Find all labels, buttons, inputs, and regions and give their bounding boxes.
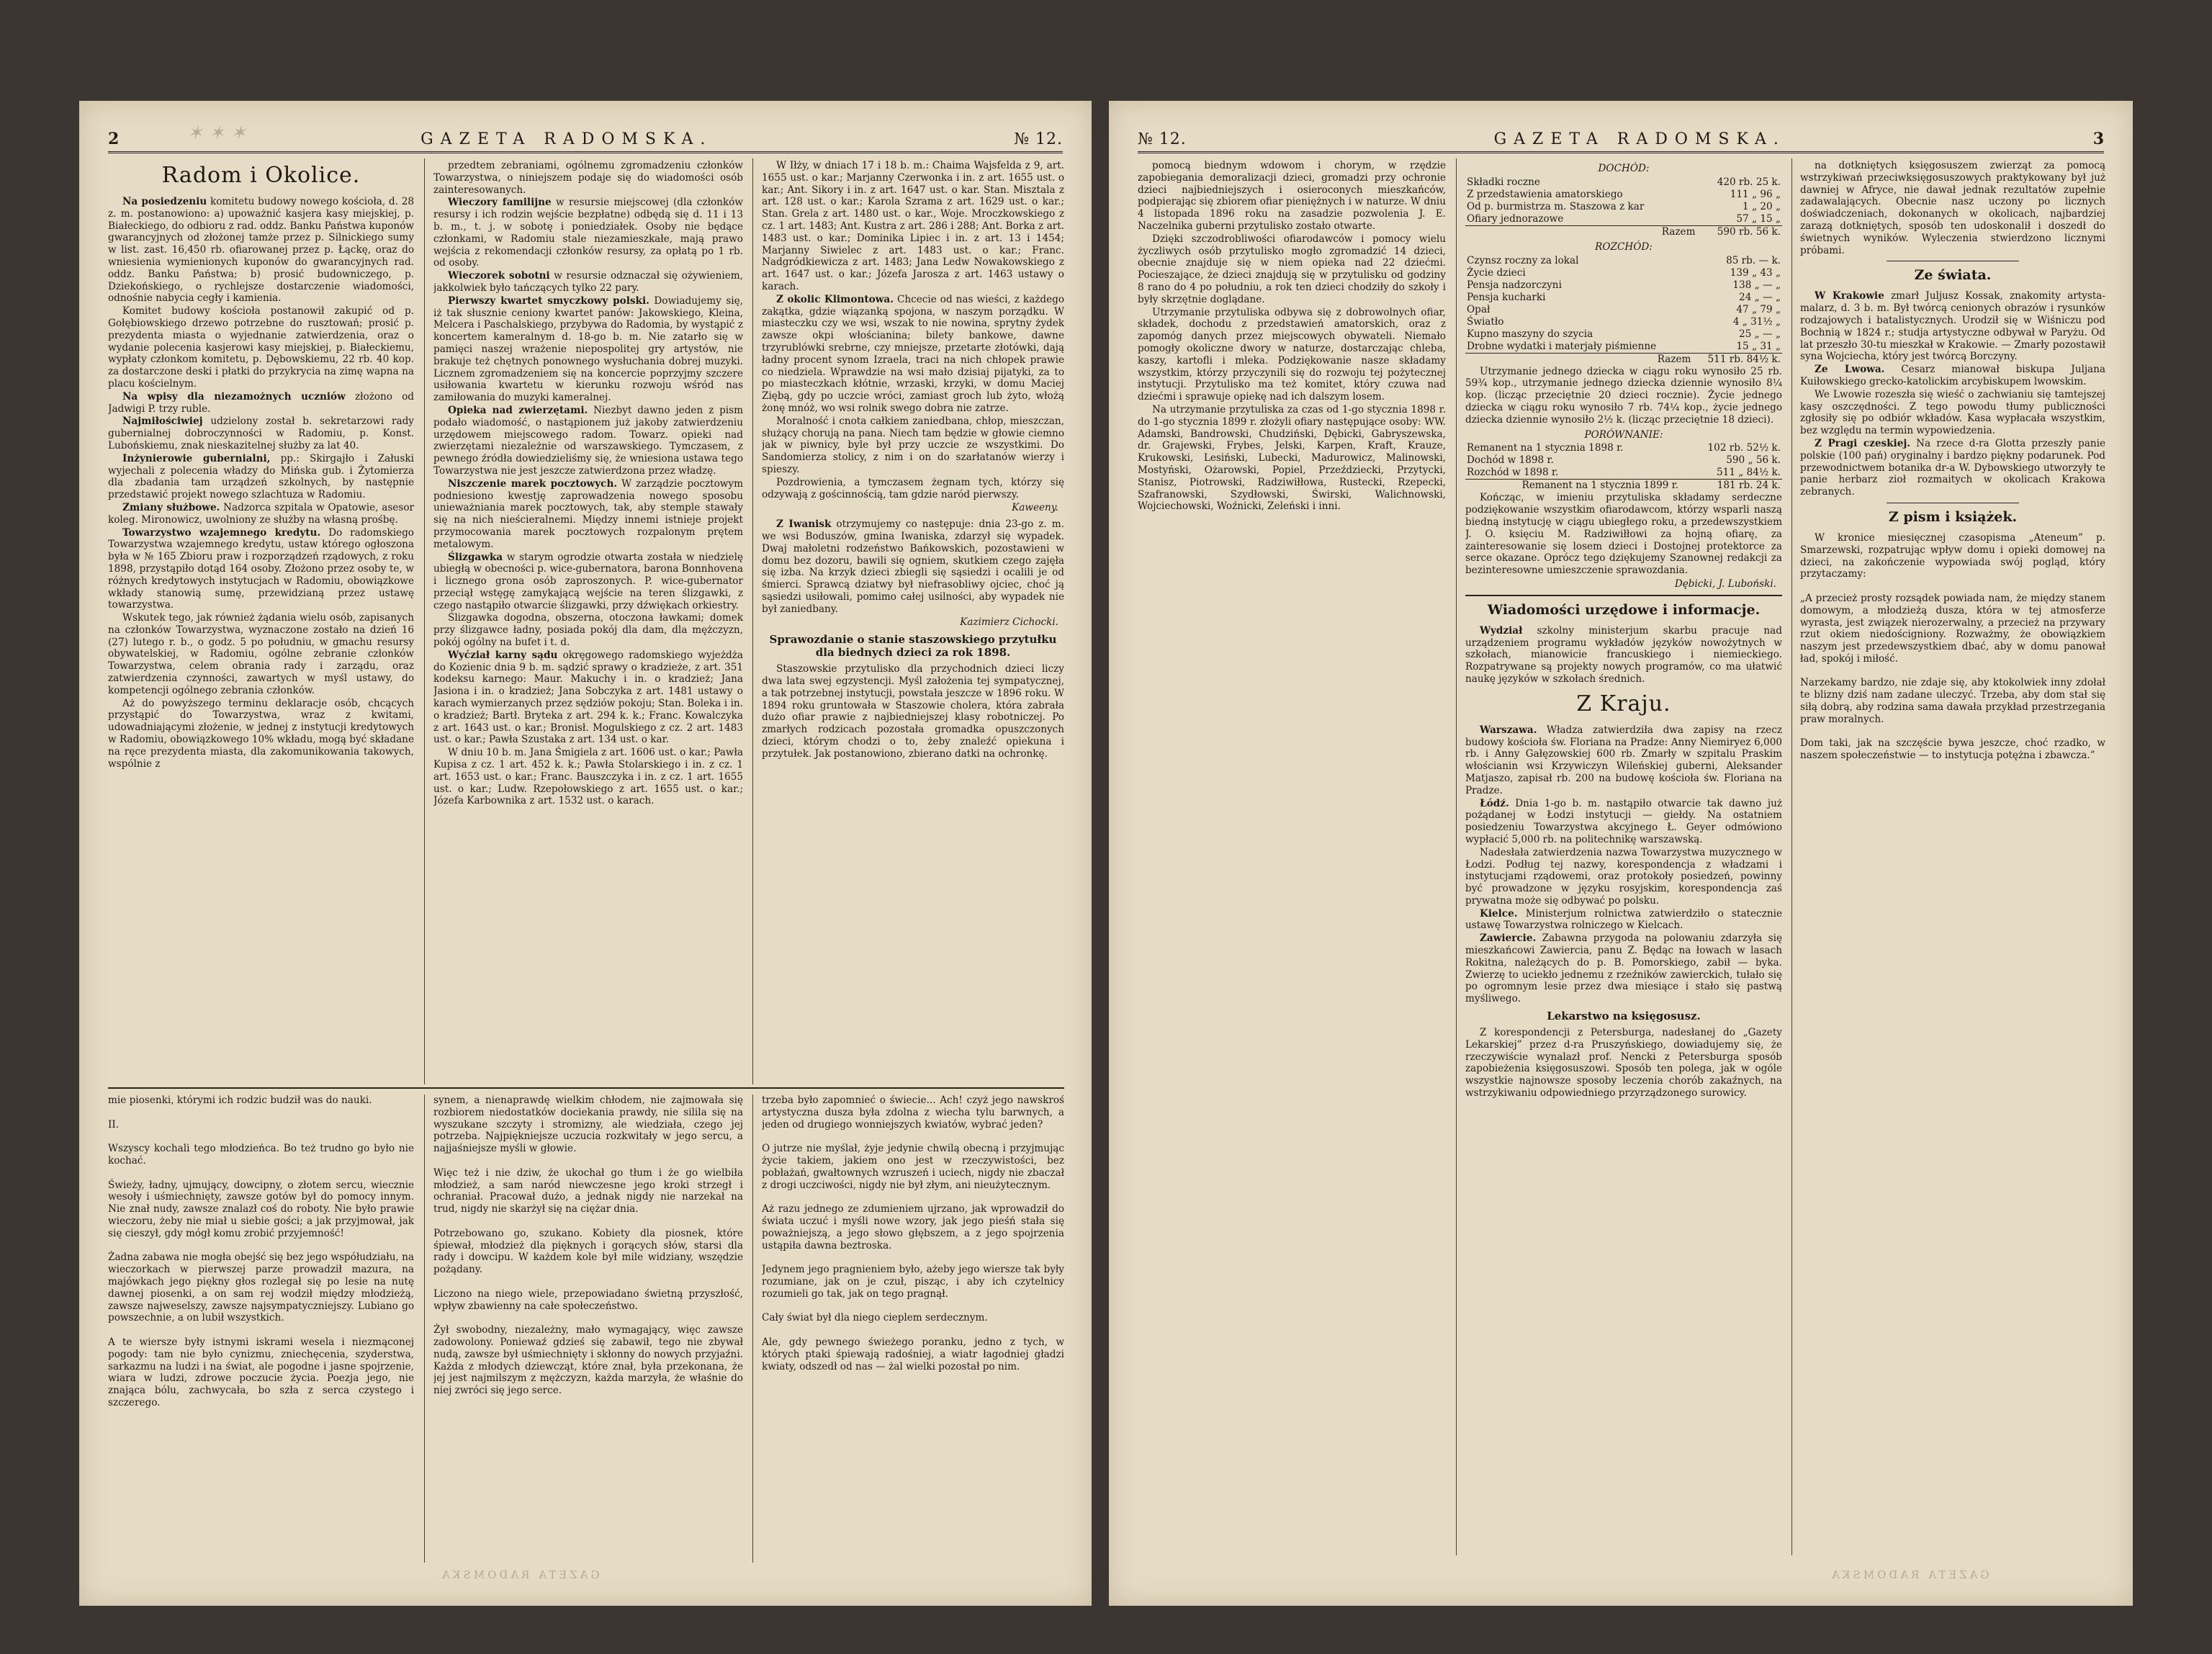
left-page xyxy=(79,101,1092,1606)
news-item xyxy=(762,518,1064,615)
issue-number: № 12. xyxy=(1138,130,1187,148)
account-label: Pensja nadzorczyni xyxy=(1467,279,1562,291)
news-item-text: Staszowskie przytulisko dla przychodnich dzieci liczy dwa lata swej egzystencji. Myśl założenia tej sympatycznej, a tak potrzebnej instytucji, powstała jeszcze w 1896 roku. W 1894 roku gruntowała w Staszowie cholera, która zabrała dużo ofiar prawie z najbiedniejszej klasy robotniczej. Po zmarłych rodzicach pozostała gromadka opuszczonych dzieci, którym chodzi o to, żeby znaleźć opiekuna i przytułek. Jak postanowiono, zbierano datki na ochronkę. xyxy=(762,663,1064,760)
news-item-text: W Iłży, w dniach 17 i 18 b. m.: Chaima Wajsfelda z 9, art. 1655 ust. o kar.; Marjanny Czerwonka i in. z art. 1655 ust. o kar.; Ant. Sikory i in. z art. 1647 ust. o kar. Stan. Misztala z art. 128 ust. o kar.; Karola Szrama z art. 1629 ust. o kar.; Stan. Grela z art. 1480 ust. o kar., Woje. Mroczkowskiego z cz. 1 art. 1483; Ant. Kustra z art. 286 i 288; Ant. Borka z art. 1483 ust. o kar.; Dominika Lipiec i in. z art. 13 i 1454; Marjanny Siwielec z art. 1483 ust. o kar.; Franc. Nadgródkiewicza z art. 1483; Jana Ledw Nowakowskiego z art. 1647 ust. o kar.; Józefa Jarosza z art. 1463 ustawy o karach. xyxy=(762,160,1064,292)
kraj-title: Z Kraju. xyxy=(1576,691,1671,716)
account-label: Remanent na 1 stycznia 1898 r. xyxy=(1467,442,1624,454)
news-item xyxy=(1800,389,2105,437)
account-value: 111 „ 96 „ xyxy=(1730,188,1781,200)
account-row xyxy=(1465,255,1782,267)
news-item-text: Dnia 1-go b. m. nastąpiło otwarcie tak dawno już pożądanej w Łodzi instytucji — giełdy. Na ostatniem posiedzeniu Towarzystwa akcyjnego Ł. Geyer odmówiono wypłacić 5,000 rb. na politechnikę warszawską. xyxy=(1465,797,1782,845)
remedy-title: Lekarstwo na księgosusz. xyxy=(1547,1010,1701,1023)
author-signature: Kazimierz Cichocki. xyxy=(960,616,1058,629)
account-row xyxy=(1465,304,1782,316)
news-item-lead: Na posiedzeniu xyxy=(122,196,207,207)
account-label: Rozchód w 1898 r. xyxy=(1467,467,1559,479)
account-value: 4 „ 31½ „ xyxy=(1732,315,1781,328)
account-row xyxy=(1465,341,1782,354)
column-rule xyxy=(752,1095,753,1563)
page-number: 2 xyxy=(108,130,120,148)
section-divider xyxy=(1465,595,1782,596)
news-item-text: Niezbyt dawno jeden z pism podało wiadomość, o nastąpionem już jakoby zatwierdzeniu urzędowem miejscowego radom. Towarz. opieki nad zwierzętami niezależnie od warszawskiego. Tymczasem, z pewnego źródła dowiedzieliśmy się, że wniesiona ustawa tego Towarzystwa nie jest jeszcze zatwierdzona przez władzę. xyxy=(433,404,743,477)
news-item-lead: Wyćział karny sądu xyxy=(448,649,558,661)
account-label: Pensja kucharki xyxy=(1467,291,1546,303)
news-item-text: komitetu budowy nowego kościoła, d. 28 z. m. postanowiono: a) upoważnić kasjera kasy miejskiej, p. Białeckiego, do odbioru z rad. oddz. Banku Państwa kuponów gwarancyjnych od złożonej tamże przez p. Silnickiego sumy w list. zast. 16,450 rb. ofiarowanej przez p. Łąckę, oraz do wniesienia wymienionych kuponów do gwarancyjnych rad. oddz. Banku Państwa; b) prosić budowniczego, p. Dziekońskiego, o rychlejsze dostarczenie wiadomości, odnośnie nabycia cegły i kamienia. xyxy=(108,196,414,305)
bleed-through-text: GAZETA RADOMSKA xyxy=(1829,1568,1990,1581)
news-item xyxy=(433,478,743,551)
section-title: Radom i Okolice. xyxy=(161,163,361,188)
news-item-lead: Wieczory familijne xyxy=(448,197,552,209)
news-item xyxy=(433,197,743,269)
news-item-text: Cesarz mianował biskupa Juljana Kuiłowskiego grecko-katolickim arcybiskupem lwowskim. xyxy=(1800,364,2105,387)
news-item-text: w resursie odznaczał się ożywieniem, jakkolwiek było tańczących tylko 22 pary. xyxy=(433,270,743,294)
left-page-header xyxy=(108,117,1063,153)
feuilleton-column-3: trzeba było zapomnieć o świecie... Ach! czyż jego nawskroś artystyczna dusza była zdolna z wiecha tylu barwnych, a jeden od drugiego wonniejszych kwiatów, wybrać jeden? O jutrze nie myślał, żyje jedynie chwilą obecną i przyjmując życie takiem, jakiem ono jest w rzeczywistości, bez pobłażań, gwałtownych wzruszeń i uciech, nigdy nie zbaczał z drogi uczciwości, nigdy nie był złym, ani nieużytecznym. Aż razu jednego ze zdumieniem ujrzano, jak wprowadził do świata uczuć i myśli nowe wzory, jak jego pieśń stała się poważniejszą, a jego słowo głębszem, a z jego spojrzenia ustąpiła dawna beztroska. Jedynem jego pragnieniem było, ażeby jego wiersze tak były rozumiane, jak on je czuł, pisząc, i aby ich czytelnicy rozumieli go tak, jak on tego pragnął. Cały świat był dla niego cieplem serdecznym. Ale, gdy pewnego świeżego poranku, jedno z tych, w których ptaki śpiewają radośniej, a wiatr łagodniej gładzi kwiaty, odszedł od nas — żal wielki pozostał po nim. xyxy=(762,1095,1064,1372)
news-item-text: przedtem zebraniami, ogólnemu zgromadzeniu członków Towarzystwa, o niniejszem podaje się do wiadomości osób zainteresowanych. xyxy=(433,160,743,196)
news-item xyxy=(1465,847,1782,907)
account-value: 57 „ 15 „ xyxy=(1736,212,1781,225)
accounts-block xyxy=(1465,163,1782,590)
news-item xyxy=(1465,798,1782,846)
news-item-lead: Z Pragi czeskiej. xyxy=(1815,437,1911,449)
news-item xyxy=(1800,290,2105,363)
account-row xyxy=(1465,201,1782,213)
news-item xyxy=(1465,932,1782,1005)
column-rule xyxy=(424,1095,425,1563)
column-rule xyxy=(1791,158,1792,1555)
account-row xyxy=(1465,213,1782,226)
report-text: Utrzymanie przytuliska odbywa się z dobrowolnych ofiar, składek, dochodu z przedstawień amatorskich, oraz z zapomóg danych przez miejscowych obywateli. Niemało pomogły okoliczne dwory w naturze, dostarczając chleba, kaszy, kartofli i mleka. Podziękowanie nasze składamy wszystkim, którzy przyczynili się do rozwoju tej pożytecznej instytucji. Przytulisko ma też komitet, który czuwa nad dziećmi i sprawuje opiekę nad ich dalszym losem. xyxy=(1138,306,1446,403)
column-rule xyxy=(752,158,753,1084)
report-text: Dzięki szczodrobliwości ofiarodawców i pomocy wielu życzliwych osób przytulisko mogło zgromadzić 14 dzieci, obecnie znajduje się w niem opieka nad 22 dziećmi. Pocieszające, że dzieci znajdują się w przytulisku od godziny 8 rano do 4 po południu, a rok ten dzieci chodziły do szkoły i były skrzętnie doglądane. xyxy=(1138,233,1446,305)
news-item xyxy=(1465,724,1782,797)
account-label: Ofiary jednorazowe xyxy=(1467,212,1564,225)
news-item-text: Ślizgawka dogodna, obszerna, otoczona ławkami; domek przy ślizgawce ładny, posiada pokój dla dam, dla mężczyzn, pokój ogólny na bufet i t. d. xyxy=(433,612,743,649)
column-rule xyxy=(424,158,425,1084)
news-item xyxy=(433,295,743,404)
news-item xyxy=(108,196,414,305)
news-item-lead: Z okolic Klimontowa. xyxy=(776,293,894,305)
news-item xyxy=(108,453,414,501)
books-title: Z pism i książek. xyxy=(1888,508,2018,525)
news-item xyxy=(762,294,1064,415)
news-item-text: Moralność i cnota całkiem zaniedbana, chłop, mieszczan, służący chorują na pana. Niech tam będzie w głowie ciemno jak w piwnicy, byle był przy uczcie ze wszystkimi. Do Sandomierza stolicy, z nim i on do szarłatanów wierzy i spieszy. xyxy=(762,415,1064,475)
account-value: 25 „ — „ xyxy=(1739,328,1781,340)
account-row xyxy=(1465,442,1782,454)
feuilleton-column-2: synem, a nienaprawdę wielkim chłodem, nie zajmowała się rozbiorem niedostatków dociekania prawdy, nie silila się na wyszukane szczyty i stromizny, ale wiedziała, czego jej potrzeba. Najpiękniejsze uczucia rozkwitały w jego sercu, a najjaśniejsze myśli w głowie. Więc też i nie dziw, że ukochał go tłum i że go wielbiła młodzież, a sam naród niewczesne jego kroki strzegł i ochraniał. Pracował dużo, a jednak nigdy nie narzekał na trud, nigdy nie skarżył się na ciężar dnia. Potrzebowano go, szukano. Kobiety dla piosnek, które śpiewał, młodzież dla pięknych i gorących słów, starsi dla rady i dowcipu. W każdem kole był mile widziany, wszędzie pożądany. Liczono na niego wiele, przepowiadano świetną przyszłość, wpływ zbawienny na całe społeczeństwo. Żył swobodny, niezależny, mało wymagający, więc zawsze zadowolony. Poniewaź gdzieś się zabawił, tego nie zbywał nudą, zawsze był uśmiechnięty i skłonny do nowych przyjaźni. Każda z młodych dziewcząt, które znał, była przekonana, że jej jest najmilszym z mężczyzn, każda marzyła, że właśnie do niej zwróci się jego serce. xyxy=(433,1095,743,1397)
news-item-text: udzielony został b. sekretarzowi rady gubernialnej dobroczynności w Radomiu, p. Konst. Lubońskiemu, znak nieskazitelnej służby za lat 40. xyxy=(108,415,414,451)
account-label: Światło xyxy=(1467,315,1504,328)
news-item-lead: Inżynierowie gubernialni, xyxy=(122,452,271,464)
news-item xyxy=(762,415,1064,476)
news-item-lead: Warszawa. xyxy=(1480,724,1537,736)
news-item-text: zmarł Juljusz Kossak, znakomity artysta-malarz, d. 3 b. m. Był twórcą cenionych obrazów i rysunków rodzajowych i batalistycznych. Urodził się w Wiśniczu pod Bochnią w 1824 r.; studja artystyczne odbywał w Paryżu. Od lat przeszło 30-tu mieszkał w Krakowie. — Zmarły pozostawił syna Wojciecha, który jest twórcą Borczyny. xyxy=(1800,290,2105,363)
column-rule xyxy=(1456,158,1457,1555)
news-item xyxy=(433,612,743,648)
account-value: 47 „ 79 „ xyxy=(1736,303,1781,315)
account-row xyxy=(1465,279,1782,292)
account-value: 590 „ 56 k. xyxy=(1726,454,1781,467)
news-item-text: w starym ogrodzie otwarta została w niedzielę ubiegłą w obecności p. wice-gubernatora, barona Bonnhovena i licznego grona osób zaproszonych. P. wice-gubernator przeciął wstęgę zamykającą wejście na teren ślizgawki, z czego nastąpiło otwarcie ślizgawki, przy dźwiękach orkiestry. xyxy=(433,551,743,611)
news-item-text: Komitet budowy kościoła postanowił zakupić od p. Gołębiowskiego drzewo potrzebne do rusztowań; prosić p. prezydenta miasta o wyjednanie zatwierdzenia, oraz o wydanie polecenia kasjerowi kasy miejskiej, p. Białeckiemu, wypłaty członkom komitetu, p. Dębowskiemu, 22 rb. 40 kop. za dostarczone deski i płatki do przykrycia na zimę wapna na placu kościelnym. xyxy=(108,305,414,390)
account-value: 102 rb. 52½ k. xyxy=(1707,442,1781,454)
account-value: 1 „ 20 „ xyxy=(1743,200,1781,212)
account-value: 511 „ 84½ k. xyxy=(1717,467,1781,479)
news-item-text: Nadesłała zatwierdzenia nazwa Towarzystwa muzycznego w Łodzi. Podług tej nazwy, korespondencja z władzami i instytucjami rządowemi, oraz protokoły posiedzeń, powinny być prowadzone w języku rosyjskim, korespondencja zaś prywatna może się odbywać po polsku. xyxy=(1465,846,1782,907)
cost-note: Utrzymanie jednego dziecka w ciągu roku wynosiło 25 rb. 59¾ kop., utrzymanie jednego dziecka dziennie wynosiło 8¼ kop. (licząc przeciętnie 20 dzieci rocznie). Życie jednego dziecka w ciągu roku wynosiło 7 rb. 74¼ kop., życie jednego dziecka dziennie wynosiło 2½ k. (licząc przeciętnie 18 dzieci). xyxy=(1465,365,1782,426)
issue-number: № 12. xyxy=(1014,130,1063,148)
news-item-lead: Ślizgawka xyxy=(448,551,503,563)
account-label: Dochód w 1898 r. xyxy=(1467,454,1554,467)
news-item xyxy=(108,698,414,770)
news-item-text: Do radomskiego Towarzystwa wzajemnego kredytu, ustaw którego ogłoszona była w № 165 Zbioru praw i rozporządzeń rządowych, z roku 1898, przystąpiło dotąd 164 osoby. Złożono przez osoby te, w różnych kredytowych instytucjach w Radomiu, obowiązkowe wkłady stanowią sumę, przewidzianą przez ustawę towarzystwa. xyxy=(108,526,414,611)
notice-lead: Wydział xyxy=(1480,624,1523,637)
news-item-text: Wskutek tego, jak również żądania wielu osób, zapisanych na członków Towarzystwa, wyznaczone zostało na dzień 16 (27) lutego r. b., o godz. 5 po południu, w gmachu resursy obywatelskiej, w Radomiu, ogólne zebranie członków Towarzystwa, celem obrania rady i zarządu, oraz zatwierdzenia czynności, zawartych w myśl ustawy, do kompetencji ogólnego zebrania członków. xyxy=(108,612,414,696)
news-item xyxy=(762,160,1064,293)
news-item-text: Władza zatwierdziła dwa zapisy na rzecz budowy kościoła św. Floriana na Pradze: Anny Niemiryez 6,000 rb. i Anny Gałęzowskiej 600 rb. Zmarły w szpitalu Praskim włościanin wsi Krzywiczyn Wileńskiej guberni, Aleksander Matjaszo, zapisał rb. 200 na budowę kościoła św. Floriana na Pradze. xyxy=(1465,724,1782,796)
account-row xyxy=(1465,454,1782,467)
news-item-text: Aż do powyższego terminu deklaracje osób, chcących przystąpić do Towarzystwa, wraz z kwitami, udowadniającymi złożenie, w jednej z instytucji kredytowych w Radomiu, obowiązkowego 10% wkładu, mogą być składane na ręce prezydenta miasta, dla zakomunikowania takowych, wspólnie z xyxy=(108,697,414,770)
right-page xyxy=(1109,101,2133,1606)
news-item-text: okręgowego radomskiego wyjeżdża do Kozienic dnia 9 b. m. sądzić sprawy o kradzieże, z art. 351 kodeksu karnego: Maur. Makuchy i in. o kradzież; Jana Jasiona i in. o kradzież; Jana Sobczyka z art. 1481 ustawy o karach wymierzanych przez sędziów pokoju; Stan. Boleka i in. o kradzież; Bartł. Bryteka z art. 294 k. k.; Franc. Kowalczyka z art. 1643 ust. o kar.; Bronisł. Mogulskiego z cz. 2 art. 1483 ust. o kar.; Pawła Szustaka z art. 134 ust. o kar. xyxy=(433,649,743,746)
income-heading: DOCHÓD: xyxy=(1598,163,1650,174)
news-item-lead: Najmiłościwiej xyxy=(122,415,203,428)
news-item xyxy=(108,527,414,612)
news-item-lead: Na wpisy dla niezamożnych uczniów xyxy=(122,390,346,403)
news-item-text: We Lwowie rozeszła się wieść o zachwianiu się tamtejszej kasy oszczędności. Z tego powodu tłumy publiczności zgłosiły się po odbiór wkładów. Kasa wypłacała wszystkim, bez względu na termin wypowiedzenia. xyxy=(1800,388,2105,437)
news-item-lead: Zmiany służbowe. xyxy=(122,501,220,513)
remedy-continued: na dotkniętych księgosuszem zwierząt za pomocą wstrzykiwań przeciwksięgosuszowych praktykowany był już dawniej w Afryce, nie dawał jednak rezultatów zupełnie zadawalających. Obecnie nasz uczony po licznych doświadczeniach, dokonanych w okolicach, najbardziej zarazą dotkniętych, sposób ten udoskonalił i doszedł do świetnych wyników. Wyleczenia stwierdzono licznymi próbami. xyxy=(1800,160,2105,256)
account-row xyxy=(1465,328,1782,341)
account-label: Czynsz roczny za lokal xyxy=(1467,254,1579,266)
newspaper-title: GAZETA RADOMSKA. xyxy=(1493,130,1786,148)
right-column-2 xyxy=(1465,160,1782,1564)
thanks-note: Kończąc, w imieniu przytuliska składamy serdeczne podziękowanie wszystkim ofiarodawcom, którzy wsparli naszą biedną instytucję w ciągu ubiegłego roku, a przedewszystkiem J. O. księciu M. Radziwiłłowi za hojną ofiarę, za zainteresowanie się losem dzieci i Dostojnej protektorce za serce okazane. Oprócz tego dziękujemy Szanownej redakcji za bezinteresowne umieszczenie sprawozdania. xyxy=(1465,492,1782,577)
bleed-through-text: GAZETA RADOMSKA xyxy=(439,1568,600,1581)
expense-table xyxy=(1465,255,1782,366)
news-item xyxy=(762,477,1064,501)
news-item-text: Zabawna przygoda na polowaniu zdarzyła się mieszkańcowi Zawiercia, panu Z. Będąc na łowach w lasach Rokitna, należących do p. B. Pomorskiego, zabił — byka. Zwierzę to uciekło jednemu z rzeźników zawierckich, tułało się po ogromnym lesie przez dwa miesiące i stało się pastwą myśliwego. xyxy=(1465,932,1782,1005)
news-item-text: złożono od Jadwigi P. trzy ruble. xyxy=(108,390,414,415)
news-item-text: W zarządzie pocztowym podniesiono kwestję zaprowadzenia nowego sposobu unieważniania marek pocztowych, tak, aby stemple stawały się na nich nieścieralnemi. Między innemi istnieje projekt przymocowania marek pocztowych rozpalonym prętem metalowym. xyxy=(433,477,743,550)
kraj-list xyxy=(1465,724,1782,1005)
account-label: Z przedstawienia amatorskiego xyxy=(1467,188,1623,200)
news-item-text: Dowiadujemy się, iż tak słusznie ceniony kwartet panów: Jakowskiego, Kleina, Melcera i Paschalskiego, przybywa do Radomia, by wystąpić z koncertem kameralnym d. 18-go b. m. Nie zatarło się w pamięci naszej wrażenie niepospolitej gry artystów, nie brakuje też chętnych ponownego wysłuchania dobrej muzyki. Licznem zgromadzeniem się na koncercie poprzyjmy szczere usiłowania kwartetu w kierunku rozwoju wśród nas zamiłowania do muzyki kameralnej. xyxy=(433,295,743,404)
compare-table xyxy=(1465,442,1782,492)
left-column-1 xyxy=(108,157,414,1084)
account-total-row xyxy=(1465,480,1782,493)
news-item-lead: Niszczenie marek pocztowych. xyxy=(448,477,618,490)
news-item xyxy=(1800,438,2105,498)
news-item xyxy=(433,650,743,746)
account-value: 139 „ 43 „ xyxy=(1730,266,1781,279)
news-item-lead: Zawiercie. xyxy=(1480,932,1537,945)
right-column-3 xyxy=(1800,160,2105,1564)
books-text: W kronice miesięcznej czasopisma „Ateneum” p. Smarzewski, rozpatrując wpływ domu i opieki domowej na dzieci, na zakończenie wypowiada swój pogląd, który przytaczamy: „A przecież prosty rozsądek powiada nam, że między stanem domowym, a młodzieżą dusza, która w tej atmosferze wyrasta, jest związek nierozerwalny, a przecież na przywary rzut okiem niedościgniony. Rozważmy, że obowiązkiem naszym jest przedewszystkiem dbać, aby w domu panował ład, spokój i miłość. Narzekamy bardzo, nie zdaje się, aby ktokolwiek inny zdołał te blizny dziś nam zadane uleczyć. Trzeba, aby dom stał się siłą dobrą, aby rodzina sama dawała przykład przestrzegania praw moralnych. Dom taki, jak na szczęście bywa jeszcze, choć rzadko, w naszem społeczeństwie — to instytucja potężna i zbawcza.” xyxy=(1800,531,2105,762)
account-value: 85 rb. — k. xyxy=(1726,254,1781,266)
article-list xyxy=(433,160,743,807)
account-value: 15 „ 31 „ xyxy=(1736,340,1781,352)
account-row xyxy=(1465,292,1782,304)
remedy-text: Z korespondencji z Petersburga, nadesłanej do „Gazety Lekarskiej” przez d-ra Pruszyńskiego, dowiadujemy się, że rzeczywiście wynalazł prof. Nencki z Petersburga sposób zapobieżenia księgosuszowi. Sposób ten polega, jak w ogóle wszystkie najnowsze sposoby leczenia chorób zakaźnych, na wstrzykiwaniu odpowiedniego przyrządzonego surowicy. xyxy=(1465,1027,1782,1100)
newspaper-title: GAZETA RADOMSKA. xyxy=(421,130,713,148)
news-item xyxy=(108,391,414,415)
account-value: 138 „ — „ xyxy=(1732,279,1781,291)
left-column-3 xyxy=(762,160,1064,1084)
news-item-text: Pozdrowienia, a tymczasem żegnam tych, którzy się odzywają z gościnnością, tam gdzie naród pierwszy. xyxy=(762,476,1064,500)
news-item xyxy=(433,405,743,477)
account-label: Składki roczne xyxy=(1467,176,1540,188)
news-item xyxy=(1465,908,1782,932)
news-item xyxy=(762,663,1064,760)
account-total-label: Razem xyxy=(1465,225,1696,238)
account-value: 24 „ — „ xyxy=(1739,291,1781,303)
account-label: Drobne wydatki i materjały piśmienne xyxy=(1467,340,1657,352)
news-item xyxy=(1800,364,2105,388)
account-row xyxy=(1465,267,1782,279)
news-item xyxy=(108,502,414,526)
news-item-text: Chcecie od nas wieści, z każdego zakątka, gdzie wiązanką spojona, w naszym porządku. W miasteczku czy we wsi, wszak to nie nowina, sprytny żydek zawsze okpi włościanina; bilety bankowe, dawne trzyrublówki srebrne, czy mniejsze, przetarte złotówki, dają ładny procent synom Izraela, traci na nich chłopek prawie co niedziela. Wprawdzie na wsi mało dzisiaj pijatyki, za to po miasteczkach kłótnie, wrzaski, krzyki, w domu Maciej Ziębą, gdy po uczcie wróci, zamiast groch lub żyto, włożą żonę mnóż, wo wsi rolnik swego dobra nie zatrze. xyxy=(762,293,1064,414)
account-total-value: 511 rb. 84½ k. xyxy=(1692,353,1782,366)
world-title: Ze świata. xyxy=(1914,267,1992,284)
page-number: 3 xyxy=(2092,130,2104,148)
news-item-text: otrzymujemy co następuje: dnia 23-go z. m. we wsi Boduszów, gmina Iwaniska, zdarzył się wypadek. Dwaj małoletni rodzeństwo Bańkowskich, pozostawieni w domu bez dozoru, bawili się ogniem, skutkiem czego zajęła się izba. Na krzyk dzieci zbiegli się sąsiedzi i ocalili je od śmierci. Sprawcą dziatwy był niefrasobliwy ojciec, choć ją sąsiedzi usiłowali, pomimo całej usilności, aby wypadek nie był zaniedbany. xyxy=(762,518,1064,615)
article-list xyxy=(108,196,414,770)
world-list xyxy=(1800,290,2105,498)
account-label: Opał xyxy=(1467,303,1491,315)
news-item-text: Ministerjum rolnictwa zatwierdziło o statecznie ustawę Towarzystwa rolniczego w Kielcach. xyxy=(1465,907,1782,932)
account-total-value: 181 rb. 24 k. xyxy=(1680,480,1782,493)
news-item-lead: Ze Lwowa. xyxy=(1815,364,1885,376)
news-item xyxy=(108,415,414,451)
news-item-lead: Łódź. xyxy=(1480,797,1509,809)
account-row xyxy=(1465,316,1782,328)
report-title: Sprawozdanie o stanie staszowskiego przytułku dla biednych dzieci za rok 1898. xyxy=(769,633,1057,660)
news-item xyxy=(433,747,743,807)
account-total-row xyxy=(1465,225,1782,238)
right-column-1 xyxy=(1138,160,1446,1096)
news-item-lead: Wieczorek sobotni xyxy=(448,270,550,282)
news-item xyxy=(108,612,414,697)
news-item xyxy=(433,160,743,196)
feuilleton-column-1: mie piosenki, którymi ich rodzic budził was do nauki. II. Wszyscy kochali tego młodzieńca. Bo też trudno go było nie kochać. Świeży, ładny, ujmujący, dowcipny, o złotem sercu, wiecznie wesoły i uśmiechnięty, zawsze gotów był do pomocy innym. Nie znał nudy, zawsze znalazł coś do roboty. Nie było prawie wieczoru, żeby nie miał u siebie gości; a jak przyjmował, jak się cieszył, gdy mógł komu zrobić przyjemność! Żadna zabawa nie mogła obejść się bez jego współudziału, na wieczorkach w pierwszej parze prowadził mazura, na majówkach jego piękny głos rozlegał się po lesie na nutę dawnej piosenki, a on sam rej wodził między młodzieżą, zawsze najweselszy, zawsze najsympatyczniejszy. Lubiano go powszechnie, a on lubił wszystkich. A te wiersze były istnymi iskrami wesela i niezmąconej pogody: tam nie było cynizmu, zniechęcenia, szyderstwa, sarkazmu na ludzi i na świat, ale pogodne i jasne spojrzenie, wiara w ludzi, zdrowe poczucie życia. Poezja jego, nie znająca bólu, zachwycała, bo szła z serca czystego i szczerego. xyxy=(108,1095,414,1408)
news-item-text: pp.: Skirgajło i Załuski wyjechali z polecenia władzy do Mińska gub. i Żytomierza dla zbadania tam urządzeń szkolnych, by następnie przedstawić projekt nowego szlachtuza w Radomiu. xyxy=(108,452,414,501)
news-item-lead: Kielce. xyxy=(1480,907,1518,920)
news-item-text: W dniu 10 b. m. Jana Śmigiela z art. 1606 ust. o kar.; Pawła Kupisa z cz. 1 art. 452 k. k.; Pawła Stolarskiego i in. z cz. 1 art. 1653 ust. o kar.; Franc. Bauszczyka i in. z cz. 1 art. 1655 ust. o kar.; Ludw. Rzepołowskiego z art. 1655 ust. o kar.; Józefa Karbownika z art. 1532 ust. o karach. xyxy=(433,747,743,807)
left-column-2 xyxy=(433,160,743,1084)
news-item-text: Nadzorca szpitala w Opatowie, asesor koleg. Mironowicz, uwolniony ze służby na własną prośbę. xyxy=(108,501,414,526)
account-total-label: Remanent na 1 stycznia 1899 r. xyxy=(1465,480,1680,493)
account-row xyxy=(1465,467,1782,480)
compare-heading: PORÓWNANIE: xyxy=(1584,428,1663,441)
news-item-lead: Z Iwanisk xyxy=(776,518,832,531)
author-signature: Kaweeny. xyxy=(1012,502,1058,514)
news-item xyxy=(108,305,414,390)
news-item-lead: W Krakowie xyxy=(1815,290,1884,302)
account-total-value: 590 rb. 56 k. xyxy=(1696,225,1782,238)
stamp-mark: ✶ ✶ ✶ xyxy=(187,122,246,144)
news-item-text: Na rzece d-ra Glotta przeszły panie polskie (100 pań) oryginalny i bardzo piękny podarunek. Pod przewodnictwem botanika dr-a W. Dybowskiego utworzyły te panie herbarz zioł rozmaitych w okolicach Krakowa zebranych. xyxy=(1800,437,2105,498)
account-total-row xyxy=(1465,353,1782,366)
expense-heading: ROZCHÓD: xyxy=(1595,241,1653,253)
account-row xyxy=(1465,189,1782,201)
account-total-label: Razem xyxy=(1465,353,1692,366)
report-text: Na utrzymanie przytuliska za czas od 1-go stycznia 1898 r. do 1-go stycznia 1899 r. złożyli ofiary następujące osoby: WW. Adamski, Bandrowski, Chudziński, Dębicki, Gabryszewska, dr. Grajewski, Frybes, Jelski, Karpen, Kraft, Krauze, Krukowski, Lesiński, Lubecki, Madurowicz, Malinowski, Mostyński, Ożarowski, Popiel, Przeździecki, Przytycki, Stanisz, Piotrowski, Radziwiłłowa, Rustecki, Rzepecki, Szafranowski, Szydłowski, Świrski, Walichnowski, Wojciechowski, Woźnicki, Zeleński i inni. xyxy=(1138,403,1446,513)
account-value: 420 rb. 25 k. xyxy=(1717,176,1781,188)
right-page-header xyxy=(1138,117,2104,153)
account-label: Kupno maszyny do szycia xyxy=(1467,328,1593,340)
account-label: Od p. burmistrza m. Staszowa z kar xyxy=(1467,200,1645,212)
notice-text: szkolny ministerjum skarbu pracuje nad urządzeniem programu wykładów języków nowożytnych w szkołach, mianowicie francuskiego i niemieckiego. Rozpatrywane są projekty nowych programów, co ma ułatwić naukę języków w szkołach średnich. xyxy=(1465,624,1782,685)
news-item-lead: Opieka nad zwierzętami. xyxy=(448,404,588,416)
signature: Dębicki, J. Luboński. xyxy=(1674,577,1776,590)
account-label: Życie dzieci xyxy=(1467,266,1526,279)
income-table xyxy=(1465,176,1782,238)
article-list xyxy=(762,160,1064,760)
news-item-text: w resursie miejscowej (dla członków resursy i ich rodzin wejście bezpłatne) odbędą się d. 11 i 13 b. m., t. j. w sobotę i poniedziałek. Osoby nie będące członkami, w Radomiu stale niezamieszkałe, mają prawo wejścia z rekomendacji członków resursy, za opłatą po 1 rb. od osoby. xyxy=(433,197,743,269)
news-item xyxy=(433,552,743,612)
news-item-lead: Pierwszy kwartet smyczkowy polski. xyxy=(448,295,649,307)
news-item xyxy=(433,270,743,295)
notices-title: Wiadomości urzędowe i informacje. xyxy=(1487,601,1761,618)
report-text: pomocą biednym wdowom i chorym, w rzędzie zapobiegania demoralizacji dzieci, gromadzi przy ochronie dzieci najbiedniejszych i osieroconych mieszkańców, podpierając się zbiorem ofiar pieniężnych i w naturze. W dniu 4 listopada 1896 roku na zasadzie pozwolenia J. E. Naczelnika guberni przytulisko zostało otwarte. xyxy=(1138,160,1446,232)
account-row xyxy=(1465,176,1782,189)
feuilleton-divider xyxy=(108,1087,1064,1089)
news-item-lead: Towarzystwo wzajemnego kredytu. xyxy=(122,526,321,539)
